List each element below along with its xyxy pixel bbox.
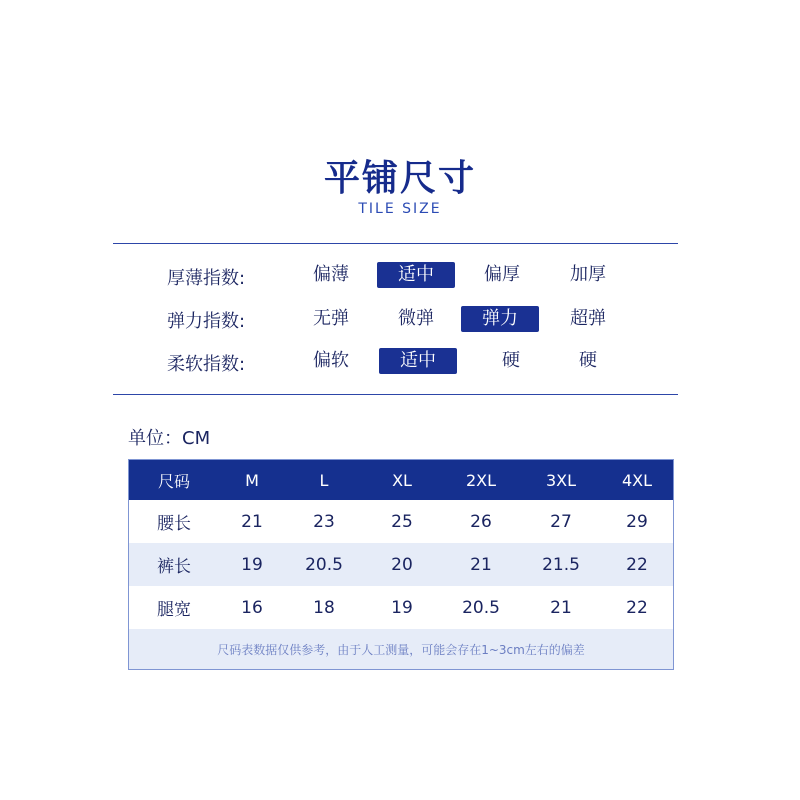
elasticity-option: 无弹 (313, 308, 349, 329)
softness-option: 硬 (502, 350, 520, 371)
thickness-option-selected: 适中 (377, 262, 455, 288)
softness-option-selected: 适中 (379, 348, 457, 374)
table-cell: 29 (626, 511, 648, 532)
table-header-cell: XL (392, 470, 412, 490)
table-header-cell: 4XL (621, 470, 653, 490)
softness-option: 偏软 (313, 350, 349, 371)
table-cell: 26 (470, 511, 492, 532)
elasticity-option: 微弹 (398, 308, 434, 329)
bottom-divider (113, 394, 678, 395)
softness-option: 硬 (579, 350, 597, 371)
table-row (129, 586, 673, 629)
top-divider (113, 243, 678, 244)
elasticity-option-selected: 弹力 (461, 306, 539, 332)
table-note-row (129, 629, 673, 669)
table-cell: 21 (550, 597, 572, 618)
elasticity-index-label: 弹力指数: (167, 311, 246, 332)
table-cell: 22 (626, 554, 648, 575)
table-cell: 20.5 (305, 554, 343, 575)
table-row-label: 裤长 (157, 557, 191, 577)
softness-index-label: 柔软指数: (167, 354, 246, 375)
table-header-row (129, 460, 673, 500)
table-cell: 21.5 (542, 554, 580, 575)
table-cell: 21 (241, 511, 263, 532)
table-cell: 25 (391, 511, 413, 532)
table-header-cell: 尺码 (157, 471, 190, 491)
table-row (129, 543, 673, 586)
table-cell: 22 (626, 597, 648, 618)
table-header-cell: 3XL (545, 470, 577, 490)
unit-label: 单位：CM (128, 428, 211, 449)
thickness-option: 加厚 (570, 264, 606, 285)
page-title: 平铺尺寸 (323, 158, 476, 199)
thickness-option: 偏薄 (313, 264, 349, 285)
table-cell: 20 (391, 554, 413, 575)
table-row (129, 500, 673, 543)
table-row-label: 腿宽 (157, 600, 191, 620)
table-cell: 20.5 (462, 597, 500, 618)
page-subtitle: TILE SIZE (358, 201, 442, 217)
thickness-index-label: 厚薄指数: (167, 268, 246, 289)
table-cell: 18 (313, 597, 335, 618)
table-cell: 19 (241, 554, 263, 575)
elasticity-option: 超弹 (570, 308, 606, 329)
table-row-label: 腰长 (157, 514, 191, 534)
table-cell: 16 (241, 597, 263, 618)
thickness-option: 偏厚 (484, 264, 520, 285)
table-cell: 19 (391, 597, 413, 618)
size-table (128, 459, 674, 670)
measurement-note: 尺码表数据仅供参考，由于人工测量，可能会存在1~3cm左右的偏差 (217, 642, 585, 657)
table-cell: 27 (550, 511, 572, 532)
table-cell: 21 (470, 554, 492, 575)
table-header-cell: L (319, 470, 329, 490)
table-header-cell: M (245, 470, 259, 490)
table-cell: 23 (313, 511, 335, 532)
table-header-cell: 2XL (465, 470, 497, 490)
